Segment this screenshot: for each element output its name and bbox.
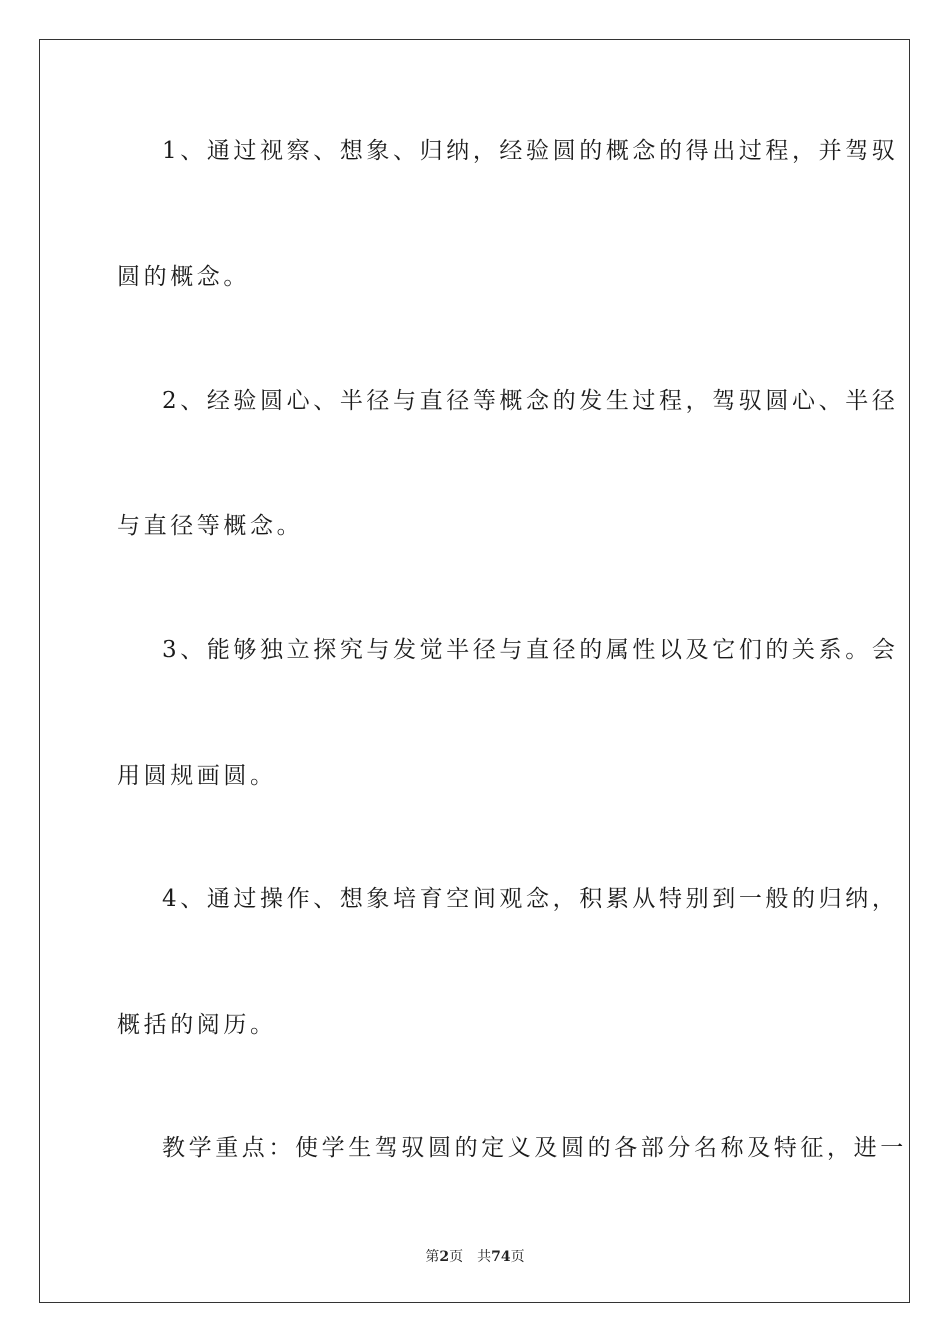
paragraph-4-line-1: 4、通过操作、想象培育空间观念，积累从特别到一般的归纳， xyxy=(162,886,899,912)
paragraph-1-line-1: 1、通过视察、想象、归纳，经验圆的概念的得出过程，并驾驭 xyxy=(162,138,899,164)
page-prefix: 第 xyxy=(425,1249,440,1265)
paragraph-3-line-2: 用圆规画圆。 xyxy=(117,763,277,789)
paragraph-3-line-1: 3、能够独立探究与发觉半径与直径的属性以及它们的关系。会 xyxy=(162,637,899,663)
page-number: 2 xyxy=(439,1249,450,1265)
total-suffix: 页 xyxy=(510,1249,525,1265)
page-footer xyxy=(0,1246,950,1266)
page-border xyxy=(39,39,910,1303)
total-pages: 74 xyxy=(491,1249,511,1265)
total-prefix: 共 xyxy=(477,1249,492,1265)
paragraph-2-line-2: 与直径等概念。 xyxy=(117,513,304,539)
paragraph-2-line-1: 2、经验圆心、半径与直径等概念的发生过程，驾驭圆心、半径 xyxy=(162,388,899,414)
paragraph-1-line-2: 圆的概念。 xyxy=(117,264,250,290)
page-suffix: 页 xyxy=(449,1249,464,1265)
paragraph-4-line-2: 概括的阅历。 xyxy=(117,1012,277,1038)
teaching-focus-line: 教学重点：使学生驾驭圆的定义及圆的各部分名称及特征，进一 xyxy=(162,1135,907,1161)
